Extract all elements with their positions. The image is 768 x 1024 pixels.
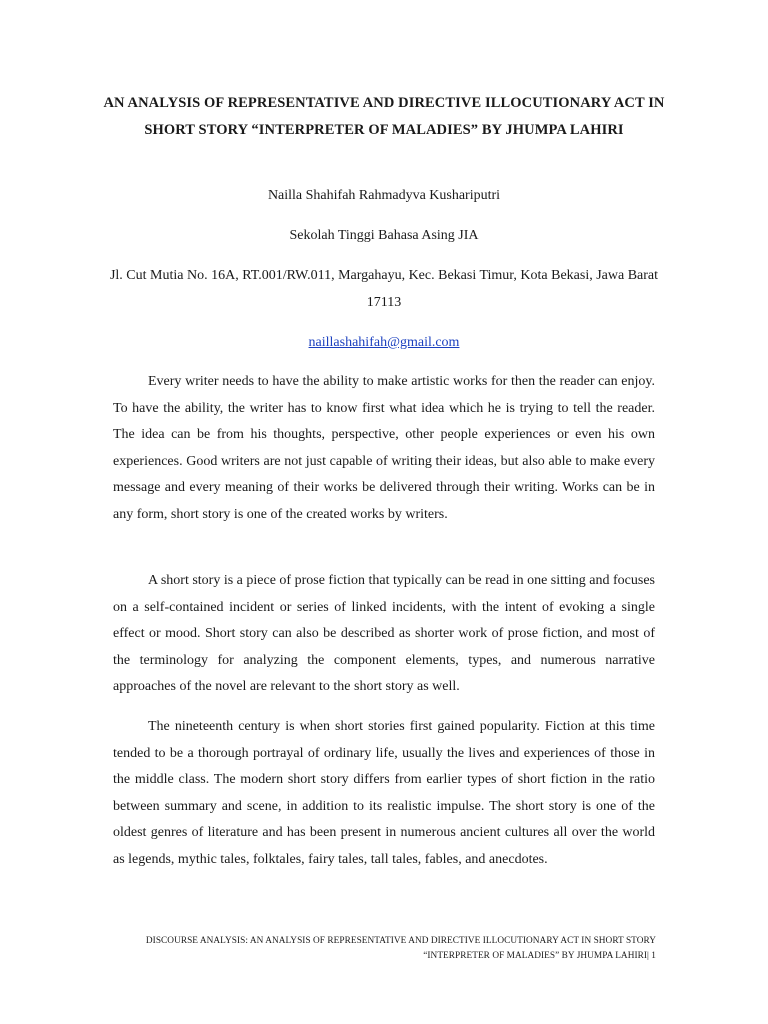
body-paragraph-3 [113, 714, 655, 873]
body-paragraph-2 [113, 568, 655, 701]
author-name: Nailla Shahifah Rahmadyva Kushariputri [267, 188, 501, 203]
email-line [100, 329, 668, 356]
paper-title: AN ANALYSIS OF REPRESENTATIVE AND DIRECTIVE ILLOCUTIONARY ACT IN SHORT STORY “INTERPRETER OF MALADIES” BY JHUMPA LAHIRI [103, 95, 665, 138]
paragraph-text: The nineteenth century is when short stories first gained popularity. Fiction at this time tended to be a thorough portrayal of ordinary life, usually the lives and experiences of those in the middle class. The modern short story differs from earlier types of short fiction in the ratio between summary and scene, in addition to its realistic impulse. The short story is one of the oldest genres of literature and has been present in numerous ancient cultures all over the world as legends, mythic tales, folktales, fairy tales, tall tales, fables, and anecdotes. [113, 719, 655, 867]
paragraph-text: A short story is a piece of prose fiction that typically can be read in one sitting and focuses on a self-contained incident or series of linked incidents, with the intent of evoking a single effect or mood. Short story can also be described as shorter work of prose fiction, and most of the terminology for analyzing the component elements, types, and numerous narrative approaches of the novel are relevant to the short story as well. [113, 573, 655, 694]
paragraph-text: Every writer needs to have the ability to make artistic works for then the reader can enjoy. To have the ability, the writer has to know first what idea which he is trying to tell the reader. The idea can be from his thoughts, perspective, other people experiences or even his own experiences. Good writers are not just capable of writing their ideas, but also able to make every message and every meaning of their works be delivered through their writing. Works can be in any form, short story is one of the created works by writers. [113, 374, 655, 522]
page-footer: DISCOURSE ANALYSIS: AN ANALYSIS OF REPRESENTATIVE AND DIRECTIVE ILLOCUTIONARY ACT IN SHORT STORY “INTERPRETER OF MALADIES” BY JHUMPA LAHIRI| 1 [145, 936, 656, 961]
author-address: Jl. Cut Mutia No. 16A, RT.001/RW.011, Margahayu, Kec. Bekasi Timur, Kota Bekasi, Jawa Barat 17113 [109, 268, 659, 310]
email-link[interactable]: naillashahifah@gmail.com [308, 335, 460, 350]
body-paragraph-1 [113, 369, 655, 528]
institution-name: Sekolah Tinggi Bahasa Asing JIA [289, 228, 479, 243]
